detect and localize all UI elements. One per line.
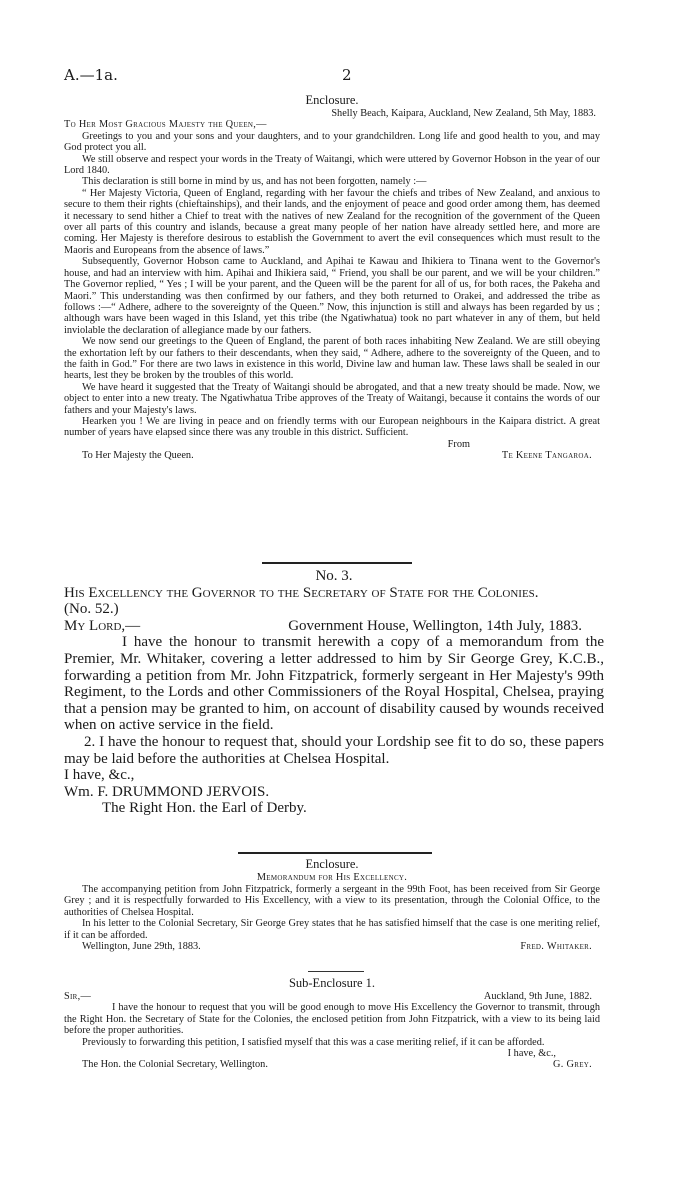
sub-enclosure-paragraph: I have the honour to request that you will be good enough to move His Excellency the Governor to transmit, through the Right Hon. the Secretary of State for the Colonies, the enclosed petition from John Fitzpatrick, with a view to its being laid before the proper authorities. — [64, 1002, 600, 1037]
despatch-paragraph: 2. I have the honour to request that, should your Lordship see fit to do so, these papers may be laid before the authorities at Chelsea Hospital. — [64, 733, 604, 767]
letter-from-label: From — [447, 438, 470, 450]
despatch-no-3 — [64, 568, 604, 817]
sub-enclosure-closing: I have, &c., — [507, 1048, 556, 1060]
sub-enclosure-title: Sub-Enclosure 1. — [288, 976, 376, 990]
letter-paragraph: Subsequently, Governor Hobson came to Auckland, and Apihai te Kawau and Ihikiera to Tinana went to the Governor's house, and had an interview with him. Apihai and Ihikiera said, “ Friend, you shall be our parent, and we will be your children.” The Governor replied, “ Yes ; I will be your parent, and the Queen will be the parent for all of us, for both races, the Pakeha and Maori.” This understanding was then confirmed by our fathers, and they both returned to Orakei, and addressed the tribe as follows :—“ Adhere, adhere to the sovereignty of the Queen.” Now, this injunction is still and always has been regarded by us ; although wars have been waged in this Island, yet this tribe (the Ngatiwhatua) took no part whatever in any of them, but held inviolable the declaration of allegiance made by our fathers. — [64, 256, 600, 336]
memorandum-signature: Fred. Whitaker. — [520, 941, 592, 953]
sub-enclosure-salutation: Sir,— — [64, 991, 92, 1002]
section-divider — [238, 852, 432, 854]
enclosure-letter-to-queen — [64, 92, 600, 462]
sub-enclosure-paragraph: Previously to forwarding this petition, I satisfied myself that this was a case meriting relief, if it can be afforded. — [82, 1036, 545, 1048]
sub-enclosure-addressee: The Hon. the Colonial Secretary, Wellington. — [82, 1059, 268, 1071]
despatch-heading: His Excellency the Governor to the Secretary of State for the Colonies. — [64, 584, 539, 601]
letter-paragraph: Greetings to you and your sons and your daughters, and to your grandchildren. Long life and good health to you, and may God protect you all. — [64, 130, 600, 154]
memorandum-enclosure-title: Enclosure. — [305, 857, 359, 871]
despatch-number: No. 3. — [315, 568, 353, 584]
letter-paragraph: We now send our greetings to the Queen of England, the parent of both races inhabiting New Zealand. We are still obeying the exhortation left by our fathers to their descendants, when they said, “ Adhere, adhere to the sovereignty of the Queen, and to the faith in God.” For there are two laws in existence in this world, Divine law and human law. These laws shall be sealed in our hearts, lest they be broken by the troubles of this world. — [64, 336, 600, 382]
letter-closing-row — [64, 450, 600, 461]
page-number: 2 — [342, 66, 352, 84]
enclosure-title: Enclosure. — [305, 93, 359, 107]
sub-enclosure-signature-row — [64, 1059, 600, 1070]
memorandum-subtitle: Memorandum for His Excellency. — [256, 872, 408, 883]
letter-paragraph: We still observe and respect your words in the Treaty of Waitangi, which were uttered by Governor Hobson in the year of our Lord 1840. — [64, 153, 600, 177]
letter-salutation: To Her Most Gracious Majesty the Queen,— — [64, 119, 267, 131]
sub-enclosure — [64, 975, 600, 1071]
despatch-place-date: Government House, Wellington, 14th July, 1883. — [288, 617, 582, 634]
letter-paragraph: This declaration is still borne in mind by us, and has not been forgotten, namely :— — [82, 176, 427, 188]
sub-enclosure-signature: G. Grey. — [553, 1059, 592, 1071]
despatch-signature: Wm. F. DRUMMOND JERVOIS. — [64, 783, 270, 800]
memorandum-paragraph: In his letter to the Colonial Secretary, Sir George Grey states that he has satisfied himself that the case is one meriting relief, if it can be afforded. — [64, 918, 600, 941]
letter-paragraph: We have heard it suggested that the Treaty of Waitangi should be abrogated, and that a new treaty should be made. Now, we object to enter into a new treaty. The Ngatiwhatua Tribe approves of the Treaty of Waitangi, because it contains the words of our fathers and your Majesty's laws. — [64, 381, 600, 416]
letter-paragraph: “ Her Majesty Victoria, Queen of England, regarding with her favour the chiefs and tribes of New Zealand, and anxious to secure to them their rights (chieftainships), and their lands, and the enjoyment of peace and good order among them, has deemed it necessary to send hither a Chief to treat with the natives of new Zealand for the recognition of the government of the Queen over all parts of this country and islands, because a great many people of her nation have already settled here, and more are coming. Her Majesty is therefore desirous to establish the Government to avert the evil consequences which must result to the Maoris and Europeans from the absence of laws.” — [64, 187, 600, 256]
enclosure-memorandum — [64, 856, 600, 952]
letter-paragraph: Hearken you ! We are living in peace and on friendly terms with our European neighbours in the Kaipara district. A great number of years have elapsed since there was any trouble in this district. Sufficient. — [64, 415, 600, 439]
document-reference: A.—1a. — [64, 66, 118, 84]
letter-place-date: Shelly Beach, Kaipara, Auckland, New Zealand, 5th May, 1883. — [331, 108, 596, 119]
letter-signature: Te Keene Tangaroa. — [501, 450, 592, 462]
despatch-salutation-row — [64, 618, 604, 635]
section-divider — [308, 971, 364, 972]
sub-enclosure-place-date: Auckland, 9th June, 1882. — [483, 991, 592, 1002]
section-divider — [262, 562, 412, 564]
despatch-paragraph: I have the honour to transmit herewith a copy of a memorandum from the Premier, Mr. Whitaker, covering a letter addressed to him by Sir George Grey, K.C.B., forwarding a petition from Mr. John Fitzpatrick, formerly sergeant in Her Majesty's 99th Regiment, to the Lords and other Commissioners of the Royal Hospital, Chelsea, praying that a pension may be granted to him, on account of disability caused by wounds received when on active service in the field. — [64, 634, 604, 734]
despatch-salutation: My Lord,— — [64, 617, 141, 634]
despatch-subnumber: (No. 52.) — [64, 601, 119, 618]
letter-closing-addressee: To Her Majesty the Queen. — [82, 450, 194, 462]
despatch-addressee: The Right Hon. the Earl of Derby. — [102, 800, 307, 817]
memorandum-paragraph: The accompanying petition from John Fitzpatrick, formerly a sergeant in the 99th Foot, has been received from Sir George Grey ; and it is respectfully forwarded to His Excellency, with a view to its presentation, through the Colonial Office, to the authorities of Chelsea Hospital. — [64, 884, 600, 918]
sub-enclosure-salutation-row — [64, 991, 600, 1002]
memorandum-closing-row — [64, 941, 600, 952]
page-header — [64, 66, 636, 86]
memorandum-place-date: Wellington, June 29th, 1883. — [82, 941, 201, 953]
despatch-closing: I have, &c., — [64, 767, 135, 784]
